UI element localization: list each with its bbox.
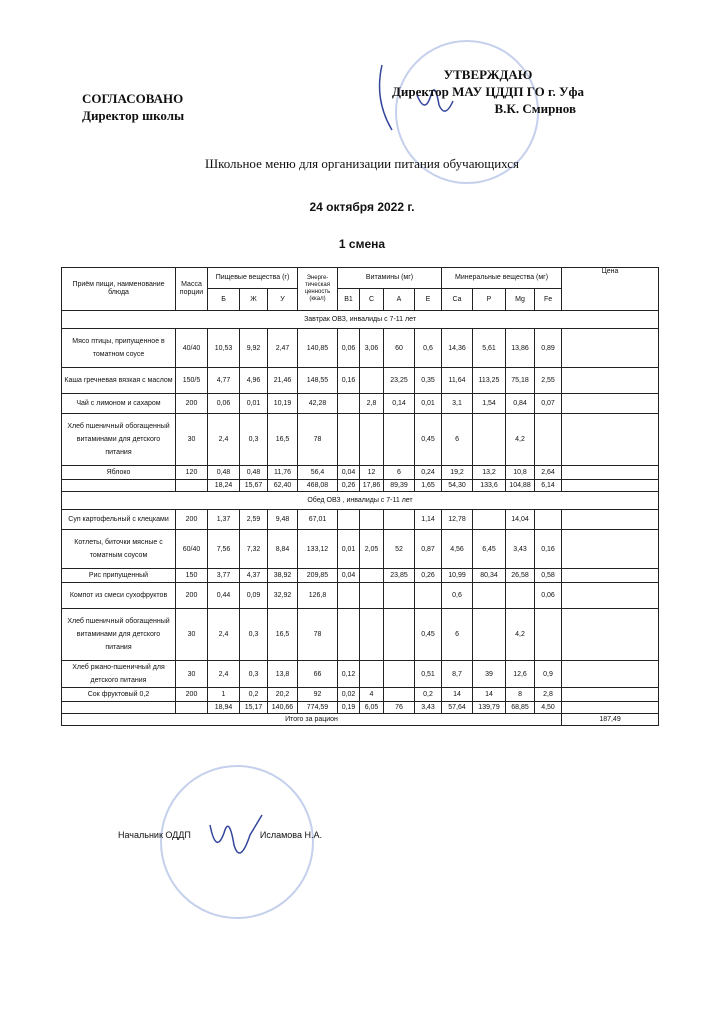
dish-value: 78 (298, 609, 338, 661)
dish-value: 16,5 (268, 414, 298, 466)
dish-value: 0,48 (208, 466, 240, 480)
dish-value: 19,2 (442, 466, 473, 480)
dish-value (473, 609, 506, 661)
dish-value (384, 661, 415, 688)
subtotal-mass-cell (176, 702, 208, 714)
dish-value: 0,01 (415, 394, 442, 414)
dish-value: 0,89 (535, 329, 562, 368)
dish-value: 2,8 (360, 394, 384, 414)
dish-value: 23,25 (384, 368, 415, 394)
dish-value: 0,26 (415, 569, 442, 583)
dish-row (62, 569, 659, 583)
dish-value: 92 (298, 688, 338, 702)
dish-value (338, 414, 360, 466)
dish-value: 23,85 (384, 569, 415, 583)
dish-value: 0,3 (240, 414, 268, 466)
dish-value (473, 414, 506, 466)
dish-value: 7,56 (208, 530, 240, 569)
dish-value: 0,87 (415, 530, 442, 569)
dish-value: 0,3 (240, 609, 268, 661)
dish-row (62, 583, 659, 609)
dish-value: 2,8 (535, 688, 562, 702)
dish-value: 9,48 (268, 510, 298, 530)
col-fe: Fe (535, 289, 562, 311)
dish-value: 0,01 (240, 394, 268, 414)
subtotal-value: 0,19 (338, 702, 360, 714)
dish-value: 10,19 (268, 394, 298, 414)
dish-value: 4,56 (442, 530, 473, 569)
dish-value (360, 414, 384, 466)
subtotal-value: 15,17 (240, 702, 268, 714)
col-a: А (384, 289, 415, 311)
col-mg: Mg (506, 289, 535, 311)
dish-value: 0,2 (240, 688, 268, 702)
dish-value: 38,92 (268, 569, 298, 583)
subtotal-row (62, 702, 659, 714)
dish-price (562, 329, 659, 368)
dish-value: 3,77 (208, 569, 240, 583)
subtotal-value: 133,6 (473, 480, 506, 492)
dish-value: 10,53 (208, 329, 240, 368)
dish-price (562, 569, 659, 583)
dish-value: 78 (298, 414, 338, 466)
dish-value: 26,58 (506, 569, 535, 583)
dish-value: 12 (360, 466, 384, 480)
dish-mass: 150/5 (176, 368, 208, 394)
dish-value (360, 661, 384, 688)
shift-label: 1 смена (338, 237, 386, 251)
dish-value: 14 (442, 688, 473, 702)
dish-value: 0,35 (415, 368, 442, 394)
col-price-header: Цена (562, 268, 659, 311)
dish-name: Яблоко (62, 466, 176, 480)
dish-value: 2,4 (208, 661, 240, 688)
dish-price (562, 609, 659, 661)
dish-value: 0,02 (338, 688, 360, 702)
dish-value: 13,86 (506, 329, 535, 368)
dish-mass: 30 (176, 414, 208, 466)
dish-value: 0,84 (506, 394, 535, 414)
dish-value: 4,77 (208, 368, 240, 394)
dish-price (562, 688, 659, 702)
subtotal-value: 18,24 (208, 480, 240, 492)
dish-value: 0,2 (415, 688, 442, 702)
subtotal-row (62, 480, 659, 492)
dish-value (384, 510, 415, 530)
dish-row (62, 688, 659, 702)
dish-value (338, 510, 360, 530)
dish-value: 12,78 (442, 510, 473, 530)
footer-name: Исламова Н.А. (259, 830, 322, 840)
col-b1: В1 (338, 289, 360, 311)
dish-value: 0,16 (338, 368, 360, 394)
dish-value (535, 609, 562, 661)
grand-total-label: Итого за рацион (62, 714, 562, 726)
approval-block-right (378, 66, 598, 117)
subtotal-value: 139,79 (473, 702, 506, 714)
col-ca: Са (442, 289, 473, 311)
dish-value: 8,7 (442, 661, 473, 688)
dish-value: 0,06 (338, 329, 360, 368)
dish-value: 0,44 (208, 583, 240, 609)
dish-mass: 40/40 (176, 329, 208, 368)
dish-value: 80,34 (473, 569, 506, 583)
dish-value: 66 (298, 661, 338, 688)
dish-value: 0,45 (415, 414, 442, 466)
dish-value: 3,43 (506, 530, 535, 569)
dish-row (62, 414, 659, 466)
dish-value: 2,4 (208, 414, 240, 466)
dish-value: 14 (473, 688, 506, 702)
dish-value: 0,48 (240, 466, 268, 480)
dish-value: 13,8 (268, 661, 298, 688)
dish-value: 16,5 (268, 609, 298, 661)
section-title: Обед ОВЗ , инвалиды с 7-11 лет (62, 492, 659, 510)
subtotal-mass-cell (176, 480, 208, 492)
subtotal-value: 774,59 (298, 702, 338, 714)
dish-value: 2,55 (535, 368, 562, 394)
dish-value (384, 688, 415, 702)
dish-price (562, 414, 659, 466)
dish-value: 42,28 (298, 394, 338, 414)
dish-value: 140,85 (298, 329, 338, 368)
dish-value: 21,46 (268, 368, 298, 394)
subtotal-value: 17,86 (360, 480, 384, 492)
dish-value: 0,09 (240, 583, 268, 609)
menu-table (61, 267, 659, 726)
dish-value: 0,12 (338, 661, 360, 688)
subtotal-value: 89,39 (384, 480, 415, 492)
dish-value: 0,04 (338, 466, 360, 480)
dish-row (62, 530, 659, 569)
dish-price (562, 368, 659, 394)
dish-name: Хлеб ржано-пшеничный для детского питания (62, 661, 176, 688)
dish-mass: 60/40 (176, 530, 208, 569)
col-p: Р (473, 289, 506, 311)
dish-value (360, 609, 384, 661)
dish-value: 2,05 (360, 530, 384, 569)
dish-name: Чай с лимоном и сахаром (62, 394, 176, 414)
dish-row (62, 661, 659, 688)
dish-value: 67,01 (298, 510, 338, 530)
dish-value (384, 583, 415, 609)
subtotal-price-cell (562, 702, 659, 714)
dish-name: Мясо птицы, припущенное в томатном соусе (62, 329, 176, 368)
dish-value: 1,14 (415, 510, 442, 530)
col-meal-header: Приём пищи, наименование блюда (62, 268, 176, 311)
dish-mass: 120 (176, 466, 208, 480)
col-c: С (360, 289, 384, 311)
subtotal-value: 1,65 (415, 480, 442, 492)
dish-value: 4 (360, 688, 384, 702)
dish-row (62, 466, 659, 480)
dish-value: 1 (208, 688, 240, 702)
dish-price (562, 530, 659, 569)
subtotal-value: 76 (384, 702, 415, 714)
dish-value: 6 (442, 414, 473, 466)
dish-row (62, 609, 659, 661)
dish-value (415, 583, 442, 609)
dish-value: 0,6 (415, 329, 442, 368)
col-e: Е (415, 289, 442, 311)
subtotal-value: 4,50 (535, 702, 562, 714)
subtotal-value: 68,85 (506, 702, 535, 714)
subtotal-price-cell (562, 480, 659, 492)
dish-value: 75,18 (506, 368, 535, 394)
dish-value: 6 (384, 466, 415, 480)
dish-value: 6 (442, 609, 473, 661)
dish-value: 10,99 (442, 569, 473, 583)
dish-name: Котлеты, биточки мясные с томатным соусом (62, 530, 176, 569)
dish-name: Сок фруктовый 0,2 (62, 688, 176, 702)
dish-value: 126,8 (298, 583, 338, 609)
dish-name: Каша гречневая вязкая с маслом (62, 368, 176, 394)
dish-value (338, 609, 360, 661)
agreed-label: СОГЛАСОВАНО (82, 91, 184, 106)
dish-value (360, 583, 384, 609)
subtotal-value: 0,26 (338, 480, 360, 492)
dish-price (562, 510, 659, 530)
subtotal-value: 54,30 (442, 480, 473, 492)
director-name: В.К. Смирнов (494, 101, 576, 116)
dish-value: 148,55 (298, 368, 338, 394)
subtotal-label-cell (62, 480, 176, 492)
dish-value: 209,85 (298, 569, 338, 583)
dish-name: Рис припущенный (62, 569, 176, 583)
subtotal-value: 18,94 (208, 702, 240, 714)
dish-value: 0,9 (535, 661, 562, 688)
dish-value: 10,8 (506, 466, 535, 480)
dish-row (62, 368, 659, 394)
dish-value: 0,51 (415, 661, 442, 688)
dish-value (360, 368, 384, 394)
dish-value: 3,1 (442, 394, 473, 414)
dish-row (62, 510, 659, 530)
dish-value: 39 (473, 661, 506, 688)
dish-price (562, 394, 659, 414)
col-protein: Б (208, 289, 240, 311)
dish-row (62, 329, 659, 368)
document-title: Школьное меню для организации питания обучающихся (204, 156, 520, 171)
dish-value: 2,59 (240, 510, 268, 530)
dish-mass: 200 (176, 394, 208, 414)
grand-total-value: 187,49 (562, 714, 659, 726)
dish-value: 4,96 (240, 368, 268, 394)
dish-value: 14,04 (506, 510, 535, 530)
dish-value: 1,54 (473, 394, 506, 414)
dish-value: 5,61 (473, 329, 506, 368)
dish-row (62, 394, 659, 414)
subtotal-value: 15,67 (240, 480, 268, 492)
dish-value: 13,2 (473, 466, 506, 480)
school-director-label: Директор школы (82, 108, 185, 123)
dish-price (562, 583, 659, 609)
dish-value: 0,14 (384, 394, 415, 414)
subtotal-value: 62,40 (268, 480, 298, 492)
dish-value (338, 394, 360, 414)
dish-mass: 200 (176, 688, 208, 702)
col-carbs: У (268, 289, 298, 311)
dish-value (338, 583, 360, 609)
dish-value: 7,32 (240, 530, 268, 569)
dish-value (535, 414, 562, 466)
dish-value: 0,45 (415, 609, 442, 661)
dish-value (384, 609, 415, 661)
col-nutrients-header: Пищевые вещества (г) (208, 268, 298, 289)
dish-price (562, 466, 659, 480)
dish-value (473, 583, 506, 609)
col-fat: Ж (240, 289, 268, 311)
col-mass-header: Масса порции (176, 268, 208, 311)
dish-name: Хлеб пшеничный обогащенный витаминами для детского питания (62, 609, 176, 661)
dish-value: 0,06 (208, 394, 240, 414)
dish-value: 12,6 (506, 661, 535, 688)
dish-value (360, 569, 384, 583)
dish-value: 11,76 (268, 466, 298, 480)
dish-value: 52 (384, 530, 415, 569)
dish-value: 133,12 (298, 530, 338, 569)
dish-value: 0,16 (535, 530, 562, 569)
dish-mass: 30 (176, 609, 208, 661)
dish-mass: 150 (176, 569, 208, 583)
dish-value: 8,84 (268, 530, 298, 569)
subtotal-value: 468,08 (298, 480, 338, 492)
dish-value: 3,06 (360, 329, 384, 368)
section-row (62, 492, 659, 510)
footer-position: Начальник ОДДП (118, 830, 191, 840)
col-vitamins-header: Витамины (мг) (338, 268, 442, 289)
dish-value: 2,47 (268, 329, 298, 368)
dish-value: 113,25 (473, 368, 506, 394)
dish-value: 32,92 (268, 583, 298, 609)
dish-value: 56,4 (298, 466, 338, 480)
menu-date: 24 октября 2022 г. (309, 200, 415, 214)
approval-block-left (82, 90, 184, 124)
dish-value: 1,37 (208, 510, 240, 530)
dish-value: 0,04 (338, 569, 360, 583)
dish-value: 60 (384, 329, 415, 368)
dish-value: 4,2 (506, 609, 535, 661)
dish-value: 0,6 (442, 583, 473, 609)
dish-value: 8 (506, 688, 535, 702)
subtotal-value: 3,43 (415, 702, 442, 714)
dish-value (360, 510, 384, 530)
section-row (62, 311, 659, 329)
dish-value: 4,37 (240, 569, 268, 583)
col-minerals-header: Минеральные вещества (мг) (442, 268, 562, 289)
subtotal-value: 57,64 (442, 702, 473, 714)
dish-value: 4,2 (506, 414, 535, 466)
dish-mass: 200 (176, 583, 208, 609)
col-energy-header: Энерге-тическая ценность (ккал) (298, 268, 338, 311)
dish-value (384, 414, 415, 466)
dish-value: 11,64 (442, 368, 473, 394)
subtotal-value: 6,05 (360, 702, 384, 714)
dish-value: 20,2 (268, 688, 298, 702)
dish-value: 0,58 (535, 569, 562, 583)
dish-value: 0,3 (240, 661, 268, 688)
approve-label: УТВЕРЖДАЮ (443, 67, 533, 82)
dish-name: Компот из смеси сухофруктов (62, 583, 176, 609)
dish-mass: 30 (176, 661, 208, 688)
dish-mass: 200 (176, 510, 208, 530)
footer-signature-line (118, 830, 322, 840)
director-title: Директор МАУ ЦДДП ГО г. Уфа (391, 84, 585, 99)
dish-value: 0,01 (338, 530, 360, 569)
dish-value: 2,4 (208, 609, 240, 661)
dish-value: 14,36 (442, 329, 473, 368)
dish-value: 9,92 (240, 329, 268, 368)
subtotal-value: 6,14 (535, 480, 562, 492)
dish-value: 6,45 (473, 530, 506, 569)
dish-name: Суп картофельный с клецками (62, 510, 176, 530)
dish-value (473, 510, 506, 530)
dish-value (506, 583, 535, 609)
dish-value: 0,07 (535, 394, 562, 414)
dish-value: 0,24 (415, 466, 442, 480)
section-title: Завтрак ОВЗ, инвалиды с 7-11 лет (62, 311, 659, 329)
dish-value: 2,64 (535, 466, 562, 480)
subtotal-value: 140,66 (268, 702, 298, 714)
subtotal-label-cell (62, 702, 176, 714)
grand-total-row (62, 714, 659, 726)
dish-value: 0,06 (535, 583, 562, 609)
dish-value (535, 510, 562, 530)
dish-price (562, 661, 659, 688)
dish-name: Хлеб пшеничный обогащенный витаминами для детского питания (62, 414, 176, 466)
subtotal-value: 104,88 (506, 480, 535, 492)
